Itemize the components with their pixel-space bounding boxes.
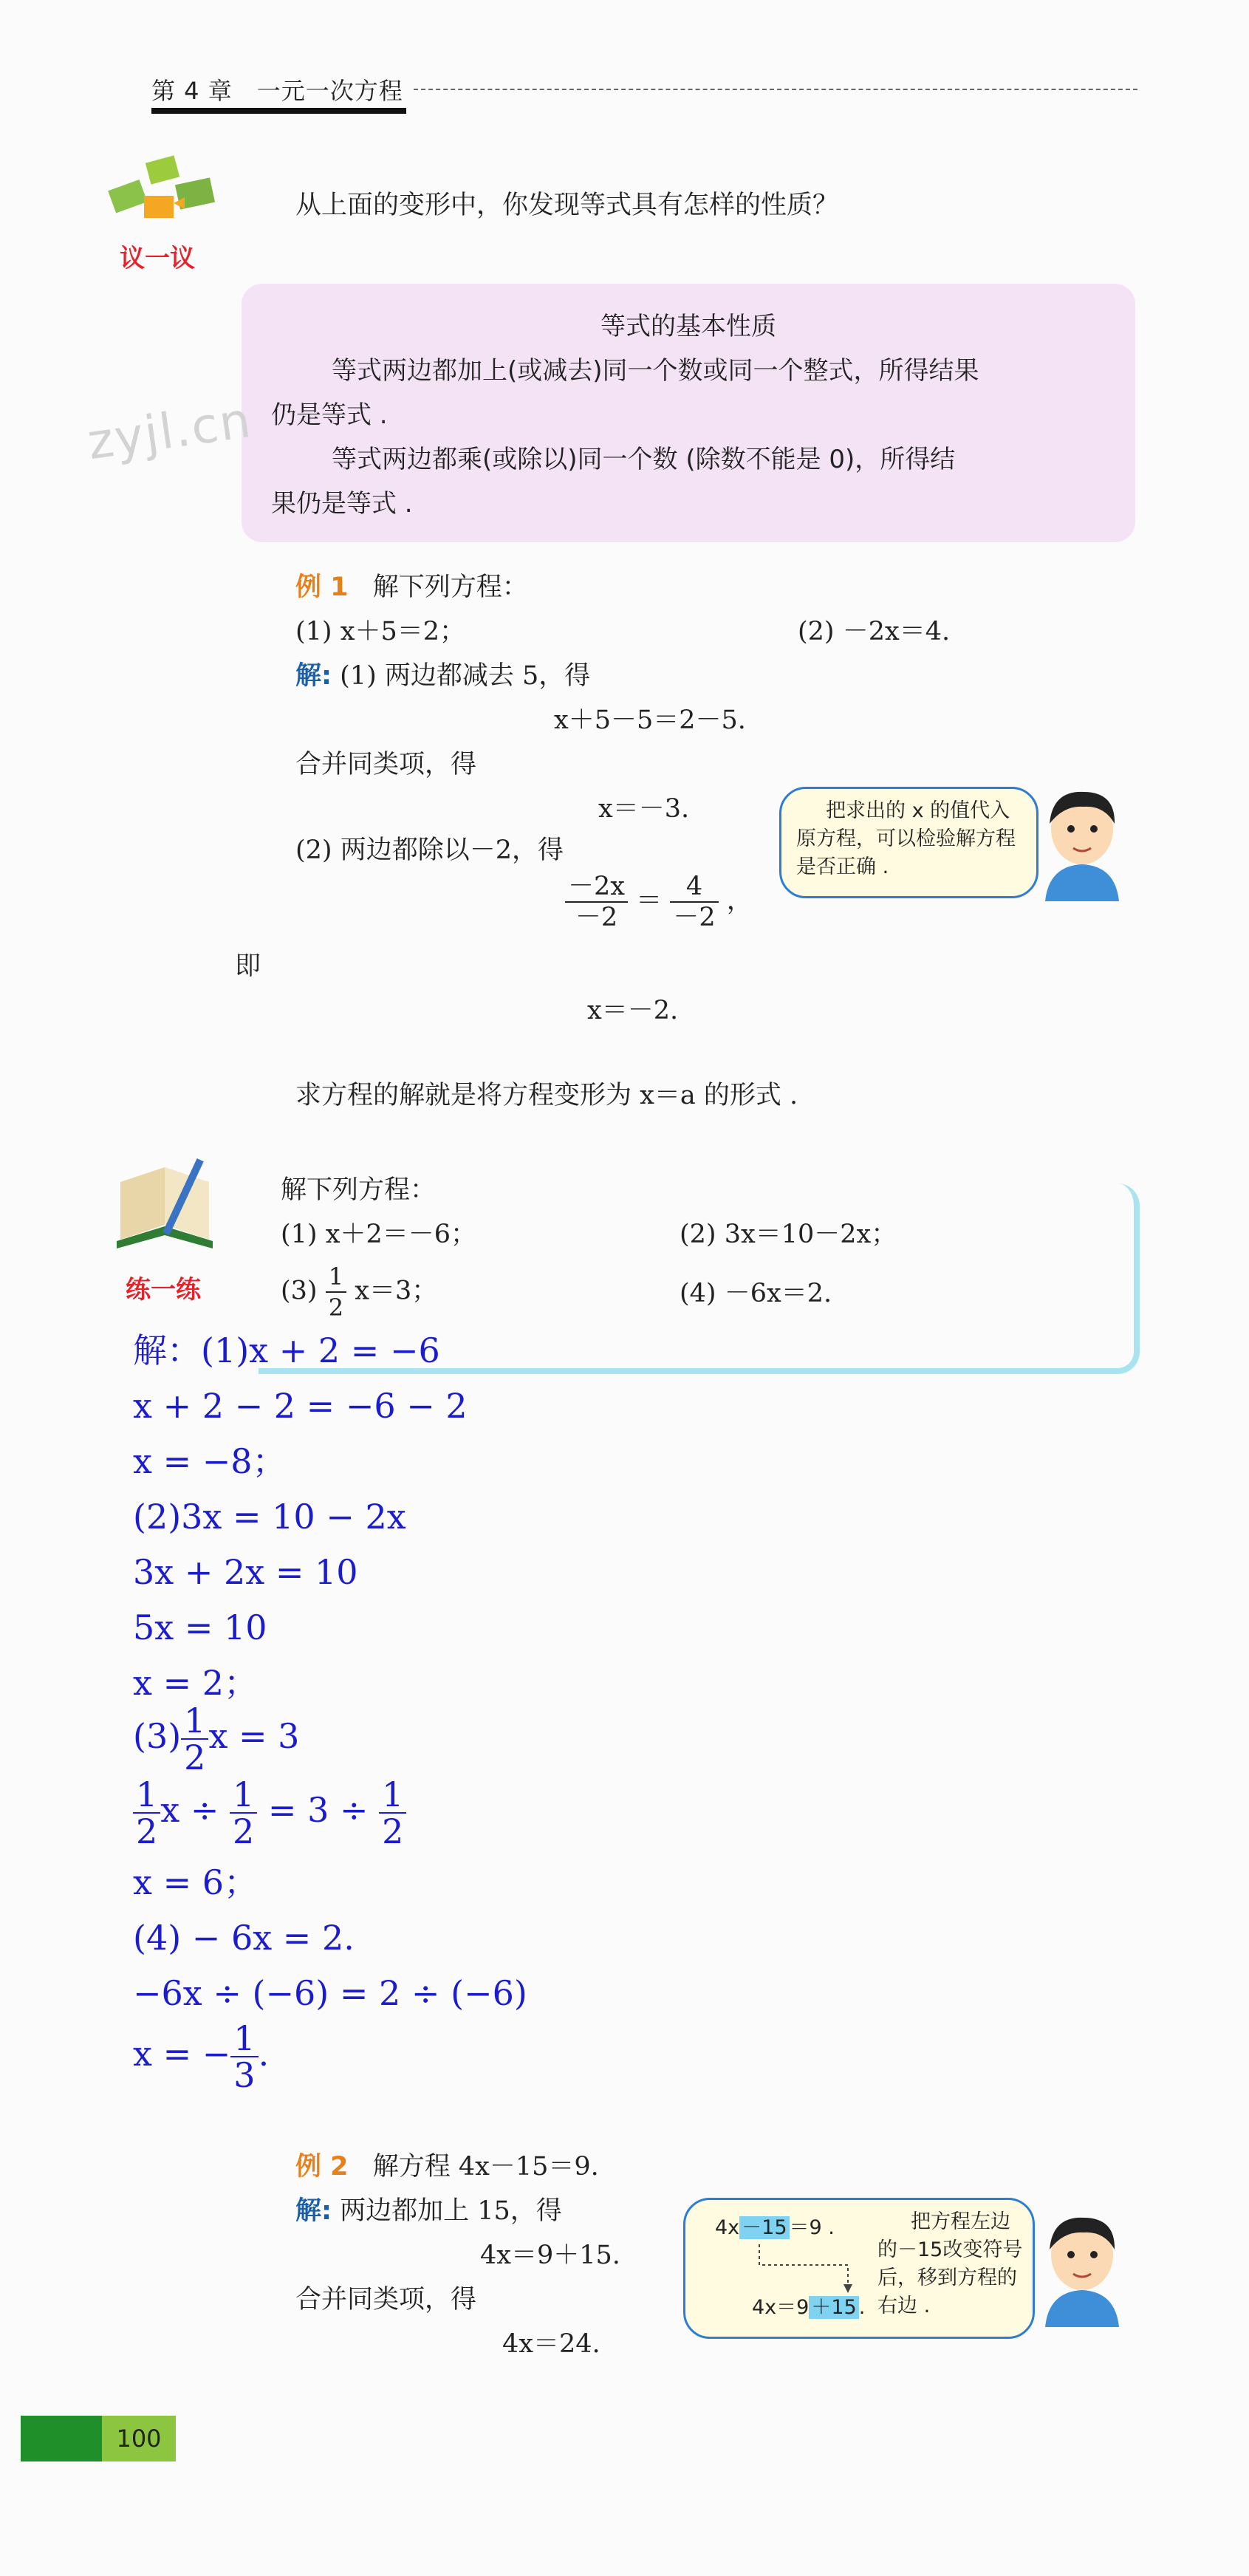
example1-step1-text: (1) 两边都减去 5，得 <box>340 661 591 691</box>
example2-combine: 合并同类项，得 <box>295 2285 477 2314</box>
answer-line-7: x = 2； <box>133 1663 258 1703</box>
fraction-right-numerator: 4 <box>670 872 718 903</box>
fraction-right-denominator: －2 <box>673 903 716 932</box>
bubble1-line2: 原方程，可以检验解方程 <box>796 827 1016 850</box>
example2-step1-text: 两边都加上 15，得 <box>340 2196 562 2226</box>
practice-p3-num: 1 <box>326 1262 346 1293</box>
answer-8-index: (3) <box>133 1716 182 1756</box>
practice-p2: (2) 3x＝10－2x； <box>680 1220 897 1249</box>
bubble1-line3: 是否正确 . <box>796 855 889 878</box>
practice-book-icon <box>109 1152 220 1256</box>
page-number-tab <box>21 2416 102 2461</box>
answer-line-4: (2)3x = 10 − 2x <box>133 1497 406 1537</box>
answer-line-3: x = −8； <box>133 1441 287 1481</box>
answer-line-2: x + 2 − 2 = −6 − 2 <box>133 1386 468 1426</box>
bubble2-eq-bot-highlight: ＋15 <box>809 2296 858 2319</box>
answer-13-post: . <box>258 2034 270 2074</box>
example1-label: 例 1 <box>295 573 349 602</box>
property-1-line2: 仍是等式 . <box>271 400 388 430</box>
answer-9-den2: 2 <box>233 1811 255 1851</box>
example1-combine: 合并同类项，得 <box>295 750 477 779</box>
answer-line-6: 5x = 10 <box>133 1608 267 1647</box>
example2-label: 例 2 <box>295 2152 349 2182</box>
page-number: 100 <box>102 2416 176 2461</box>
practice-prompt: 解下列方程： <box>281 1175 437 1205</box>
bubble2-line1: 把方程左边 <box>911 2210 1010 2233</box>
discuss-icon <box>103 151 222 236</box>
answer-9-den1: 2 <box>136 1811 158 1851</box>
answer-line-10: x = 6； <box>133 1862 258 1902</box>
bubble2-eq-top-pre: 4x <box>715 2216 740 2239</box>
answer-line-5: 3x + 2x = 10 <box>133 1552 358 1592</box>
properties-box <box>242 284 1135 542</box>
bubble2-eq-bottom <box>752 2295 865 2321</box>
answer-9-frac3 <box>379 1774 406 1851</box>
property-2-line2: 果仍是等式 . <box>271 489 413 519</box>
move-arrow-icon <box>756 2243 859 2295</box>
example1-header <box>295 570 528 604</box>
tip-bubble-2 <box>683 2198 1035 2339</box>
discuss-label: 议一议 <box>120 244 195 273</box>
example2-prompt: 解方程 4x－15＝9. <box>372 2152 599 2182</box>
chapter-underline <box>151 108 406 114</box>
answer-13-den: 3 <box>233 2055 256 2095</box>
practice-p1: (1) x＋2＝－6； <box>281 1220 476 1249</box>
practice-label: 练一练 <box>126 1275 201 1305</box>
answer-9-frac2 <box>230 1774 257 1851</box>
answer-9-mid2: = 3 ÷ <box>267 1790 369 1830</box>
practice-p3-fraction <box>326 1262 346 1322</box>
bubble2-eq-bot-post: . <box>858 2296 866 2319</box>
answer-8-den: 2 <box>184 1738 206 1777</box>
example2-header <box>295 2150 599 2184</box>
summary-text: 求方程的解就是将方程变形为 x＝a 的形式 . <box>295 1081 798 1110</box>
example1-step2: (2) 两边都除以－2，得 <box>295 836 564 865</box>
answer-line-9 <box>133 1774 406 1851</box>
fraction-left-numerator: －2x <box>565 872 628 903</box>
bubble2-eq-bot-pre: 4x＝9 <box>752 2296 810 2319</box>
answer-9-num1: 1 <box>133 1777 160 1814</box>
bubble1-line1: 把求出的 x 的值代入 <box>826 799 1010 822</box>
chapter-title: 第 4 章 一元一次方程 <box>151 77 403 105</box>
answer-9-num3: 1 <box>379 1777 406 1814</box>
answer-line-13 <box>133 2020 269 2093</box>
fraction-right <box>670 872 718 932</box>
example1-eq1: (1) x＋5＝2； <box>295 617 465 646</box>
tip-bubble-1 <box>779 787 1038 898</box>
example1-eq2: (2) －2x＝4. <box>798 617 951 646</box>
example1-fraction-equation <box>565 872 753 932</box>
boy-avatar-icon <box>1030 783 1134 901</box>
answer-8-fraction <box>181 1703 208 1775</box>
answer-9-den3: 2 <box>382 1811 404 1851</box>
practice-p3-den: 2 <box>328 1294 344 1322</box>
discuss-question: 从上面的变形中，你发现等式具有怎样的性质？ <box>295 191 839 220</box>
fraction-left-denominator: －2 <box>575 903 618 932</box>
answer-9-frac1 <box>133 1774 160 1851</box>
comma: ， <box>726 886 753 916</box>
boy-avatar-icon <box>1030 2209 1134 2327</box>
answer-line-8 <box>133 1703 299 1775</box>
practice-p3-rest: x＝3； <box>355 1276 438 1306</box>
example1-result1: x＝－3. <box>598 794 690 824</box>
example1-result2: x＝－2. <box>587 996 679 1025</box>
answer-13-pre: x = − <box>133 2034 231 2074</box>
answer-line-12: −6x ÷ (−6) = 2 ÷ (−6) <box>133 1973 527 2013</box>
watermark: zyjl.cn <box>83 391 256 471</box>
practice-p3-index: (3) <box>281 1276 318 1306</box>
answer-9-num2: 1 <box>230 1777 257 1814</box>
example1-prompt: 解下列方程： <box>372 573 528 602</box>
example2-step1-equation: 4x＝9＋15. <box>480 2241 620 2270</box>
answer-9-mid: x ÷ <box>160 1790 219 1830</box>
header-dashed-rule <box>414 89 1137 90</box>
bubble2-line3: 后，移到方程的 <box>877 2266 1017 2289</box>
practice-p3 <box>281 1262 437 1322</box>
example1-solution-step1 <box>295 659 590 693</box>
bubble2-line2: 的－15改变符号 <box>877 2238 1023 2261</box>
answer-13-fraction <box>230 2020 258 2093</box>
example1-step1-equation: x＋5－5＝2－5. <box>554 706 746 735</box>
answer-13-num: 1 <box>230 2020 258 2057</box>
answer-8-num: 1 <box>181 1703 208 1740</box>
property-2-line1: 等式两边都乘(或除以)同一个数 (除数不能是 0)，所得结 <box>332 445 956 474</box>
example2-solution-label: 解: <box>295 2196 332 2226</box>
properties-title: 等式的基本性质 <box>600 312 776 341</box>
practice-p4: (4) －6x＝2. <box>680 1279 832 1308</box>
fraction-left <box>565 872 628 932</box>
answer-line-1: 解：(1)x + 2 = −6 <box>133 1330 440 1370</box>
example2-result: 4x＝24. <box>502 2329 600 2359</box>
bubble2-eq-top-post: ＝9 . <box>789 2216 835 2239</box>
equals-sign: ＝ <box>636 886 663 916</box>
answer-8-rest: x = 3 <box>208 1716 300 1756</box>
bubble2-line4: 右边 . <box>877 2295 931 2317</box>
answer-line-11: (4) − 6x = 2. <box>133 1918 355 1958</box>
property-1-line1: 等式两边都加上(或减去)同一个数或同一个整式，所得结果 <box>332 356 979 386</box>
bubble2-eq-top <box>715 2215 835 2241</box>
solution-label: 解: <box>295 661 332 691</box>
bubble2-eq-top-highlight: －15 <box>739 2216 789 2239</box>
example2-solution-step1 <box>295 2194 562 2228</box>
example1-ji: 即 <box>235 952 261 981</box>
